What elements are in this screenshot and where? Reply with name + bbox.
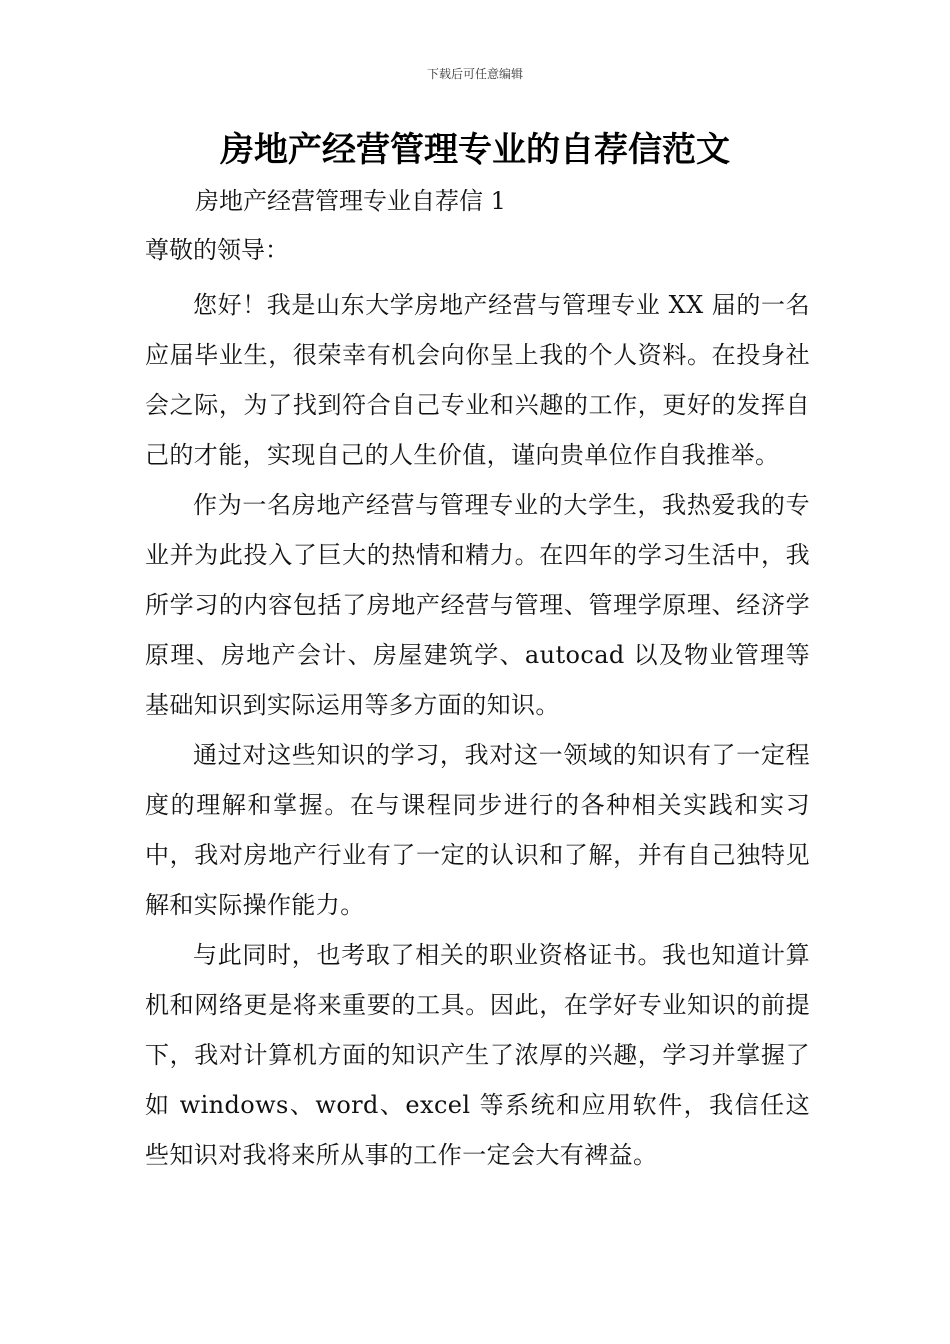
paragraph-practice: 通过对这些知识的学习，我对这一领域的知识有了一定程度的理解和掌握。在与课程同步进行的各种相关实践和实习中，我对房地产行业有了一定的认识和了解，并有自己独特见解和实际操作能力。 [145, 741, 810, 919]
document-subtitle: 房地产经营管理专业自荐信 1 [195, 187, 506, 215]
document-title: 房地产经营管理专业的自荐信范文 [220, 130, 730, 170]
paragraph-greeting: 您好！我是山东大学房地产经营与管理专业 XX 届的一名应届毕业生，很荣幸有机会向你呈上我的个人资料。在投身社会之际，为了找到符合自己专业和兴趣的工作，更好的发挥自己的才能，实现自己的人生价值，谨向贵单位作自我推举。 [145, 291, 810, 469]
header-note: 下载后可任意编辑 [426, 67, 523, 81]
paragraph-major: 作为一名房地产经营与管理专业的大学生，我热爱我的专业并为此投入了巨大的热情和精力。在四年的学习生活中，我所学习的内容包括了房地产经营与管理、管理学原理、经济学原理、房地产会计、房屋建筑学、autocad 以及物业管理等基础知识到实际运用等多方面的知识。 [145, 491, 810, 719]
letter-body [145, 280, 810, 1180]
paragraph-skills: 与此同时，也考取了相关的职业资格证书。我也知道计算机和网络更是将来重要的工具。因此，在学好专业知识的前提下，我对计算机方面的知识产生了浓厚的兴趣，学习并掌握了如 windows、word、excel 等系统和应用软件，我信任这些知识对我将来所从事的工作一定会大有裨益。 [145, 941, 810, 1169]
salutation: 尊敬的领导： [145, 236, 289, 264]
